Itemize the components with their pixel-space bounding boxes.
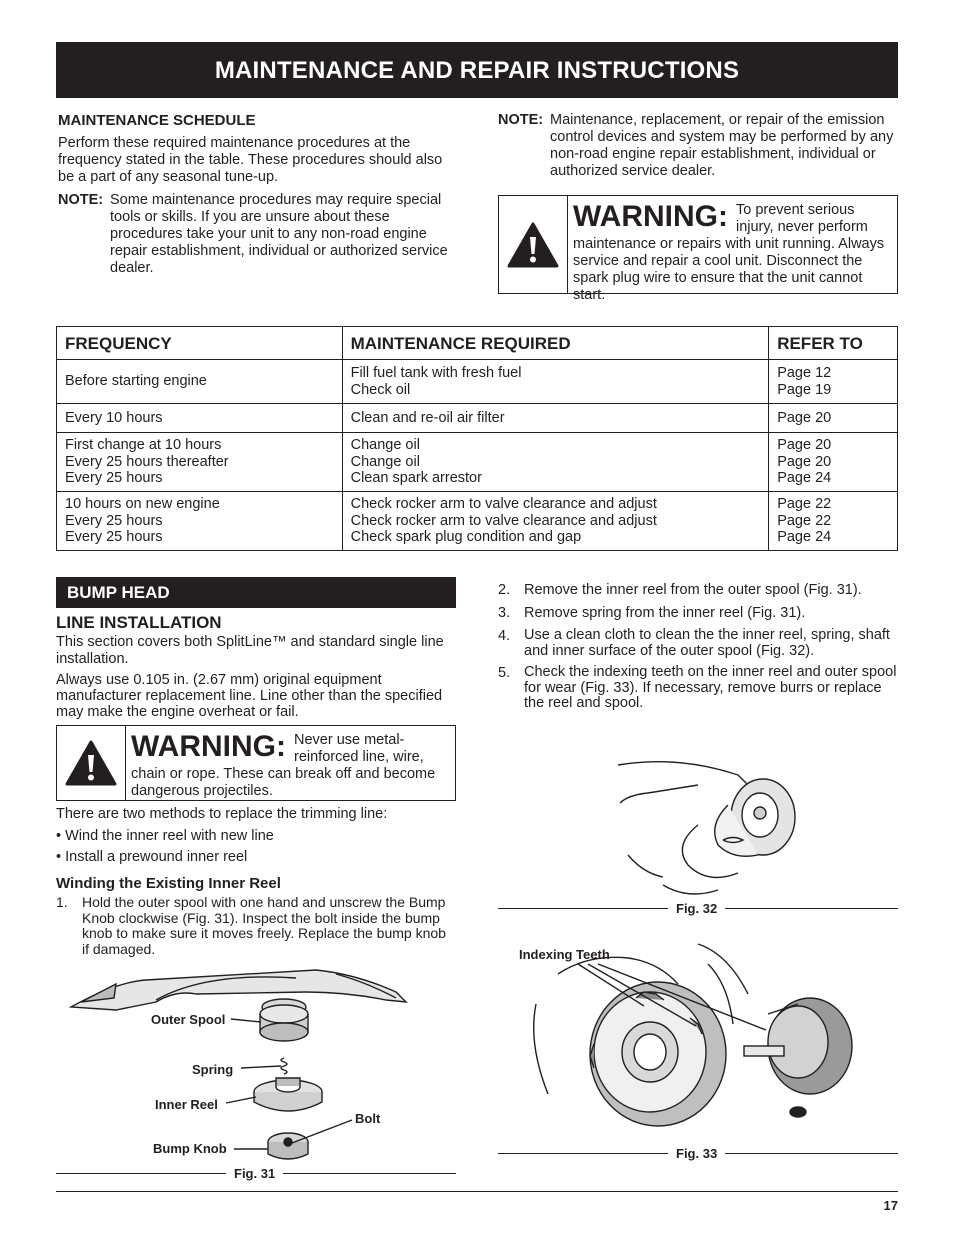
label-indexing-teeth: Indexing Teeth xyxy=(519,947,610,962)
figure-33 xyxy=(498,934,898,1162)
step-1 xyxy=(56,895,456,957)
methods-section xyxy=(56,806,456,963)
list-item: 3. Remove spring from the inner reel (Fig. 31). xyxy=(498,605,806,621)
warning-text: To prevent serious injury, never perform maintenance or repairs with unit running. Always service and repair a cool unit. Disconnect the spark plug wire to ensure that the unit cannot start. xyxy=(573,202,885,303)
warning-text: Never use metal-reinforced line, wire, chain or rope. These can break off and become dangerous projectiles. xyxy=(131,732,436,799)
section-heading: LINE INSTALLATION xyxy=(56,613,222,632)
page-title: MAINTENANCE AND REPAIR INSTRUCTIONS xyxy=(214,56,740,84)
table-header-row xyxy=(57,327,898,360)
figure-32 xyxy=(498,755,898,915)
refer-cell: Page 20 Page 20 Page 24 xyxy=(769,433,898,492)
line-paragraph: Always use 0.105 in. (2.67 mm) original equipment manufacturer replacement line. Line other than the specified may make the engine overheat or fail. xyxy=(56,672,443,720)
label-bump-knob: Bump Knob xyxy=(153,1141,227,1156)
label-bolt: Bolt xyxy=(355,1111,381,1126)
maintenance-cell: Check rocker arm to valve clearance and adjust Check rocker arm to valve clearance and adjust Check spark plug condition and gap xyxy=(342,492,769,551)
table-row xyxy=(57,433,898,492)
figure-caption: Fig. 31 xyxy=(226,1165,283,1182)
note-text: Some maintenance procedures may require special tools or skills. If you are unsure about these procedures take your unit to any non-road engine repair establishment, individual or authorized service dealer. xyxy=(110,192,448,276)
label-spring: Spring xyxy=(192,1062,234,1077)
column-header-frequency: FREQUENCY xyxy=(57,327,343,360)
table-row xyxy=(57,360,898,404)
note-text: Maintenance, replacement, or repair of the emission control devices and system may be performed by any non-road engine repair establishment, individual or authorized service dealer. xyxy=(550,112,894,179)
maintenance-table xyxy=(56,326,898,551)
figure-caption: Fig. 33 xyxy=(668,1145,725,1162)
list-item: 4. Use a clean cloth to clean the the inner reel, spring, shaft and inner surface of the outer spool (Fig. 32). xyxy=(498,627,890,659)
exploded-bump-head-illustration xyxy=(56,962,456,1172)
list-item: 2. Remove the inner reel from the outer spool (Fig. 31). xyxy=(498,582,862,598)
note-label: NOTE: xyxy=(58,192,104,208)
warning-triangle-icon xyxy=(499,196,568,293)
frequency-cell: First change at 10 hours Every 25 hours thereafter Every 25 hours xyxy=(57,433,343,492)
schedule-note xyxy=(58,192,450,277)
indexing-teeth-illustration xyxy=(498,934,898,1148)
table-row xyxy=(57,492,898,551)
list-item: 5. Check the indexing teeth on the inner reel and outer spool for wear (Fig. 33). If necessary, remove burrs or replace the reel and spool. xyxy=(498,664,897,711)
subheading: Winding the Existing Inner Reel xyxy=(56,875,281,892)
page-number: 17 xyxy=(883,1198,898,1213)
warning-triangle-icon xyxy=(57,726,126,800)
table-row xyxy=(57,404,898,433)
maintenance-cell: Fill fuel tank with fresh fuel Check oil xyxy=(342,360,769,404)
method-bullet: • Install a prewound inner reel xyxy=(56,849,248,865)
maintenance-schedule-section xyxy=(58,112,450,277)
emission-note xyxy=(498,112,898,180)
maintenance-cell: Change oil Change oil Clean spark arrestor xyxy=(342,433,769,492)
note-label: NOTE: xyxy=(498,112,544,128)
frequency-cell: Before starting engine xyxy=(57,360,343,404)
schedule-paragraph: Perform these required maintenance procedures at the frequency stated in the table. These procedures should also be a part of any seasonal tune-up. xyxy=(58,135,443,185)
step-number: 1. xyxy=(56,894,68,910)
column-header-maintenance: MAINTENANCE REQUIRED xyxy=(342,327,769,360)
refer-cell: Page 20 xyxy=(769,404,898,433)
step-text: Hold the outer spool with one hand and unscrew the Bump Knob clockwise (Fig. 31). Inspect the bolt inside the bump knob to make sure it moves freely. Replace the bump knob if damaged. xyxy=(82,894,446,957)
warning-word: WARNING: xyxy=(131,730,286,763)
steps-list xyxy=(498,582,898,718)
warning-box-line xyxy=(56,725,456,801)
maintenance-cell: Clean and re-oil air filter xyxy=(342,404,769,433)
refer-cell: Page 12 Page 19 xyxy=(769,360,898,404)
bump-head-title: BUMP HEAD xyxy=(67,583,170,602)
figure-caption: Fig. 32 xyxy=(668,900,725,917)
intro-paragraph: This section covers both SplitLine™ and standard single line installation. xyxy=(56,634,444,667)
cleaning-spool-illustration xyxy=(498,755,898,905)
section-heading: MAINTENANCE SCHEDULE xyxy=(58,112,256,129)
frequency-cell: Every 10 hours xyxy=(57,404,343,433)
methods-intro: There are two methods to replace the trimming line: xyxy=(56,806,388,822)
figure-31 xyxy=(56,962,456,1184)
page-header xyxy=(56,42,898,98)
refer-cell: Page 22 Page 22 Page 24 xyxy=(769,492,898,551)
column-header-refer-to: REFER TO xyxy=(769,327,898,360)
label-outer-spool: Outer Spool xyxy=(151,1012,226,1027)
warning-box-service xyxy=(498,195,898,303)
warning-word: WARNING: xyxy=(573,200,728,233)
line-installation-section xyxy=(56,614,456,720)
footer-rule xyxy=(56,1191,898,1192)
label-inner-reel: Inner Reel xyxy=(155,1097,218,1112)
method-bullet: • Wind the inner reel with new line xyxy=(56,828,274,844)
frequency-cell: 10 hours on new engine Every 25 hours Every 25 hours xyxy=(57,492,343,551)
bump-head-bar xyxy=(56,577,456,608)
